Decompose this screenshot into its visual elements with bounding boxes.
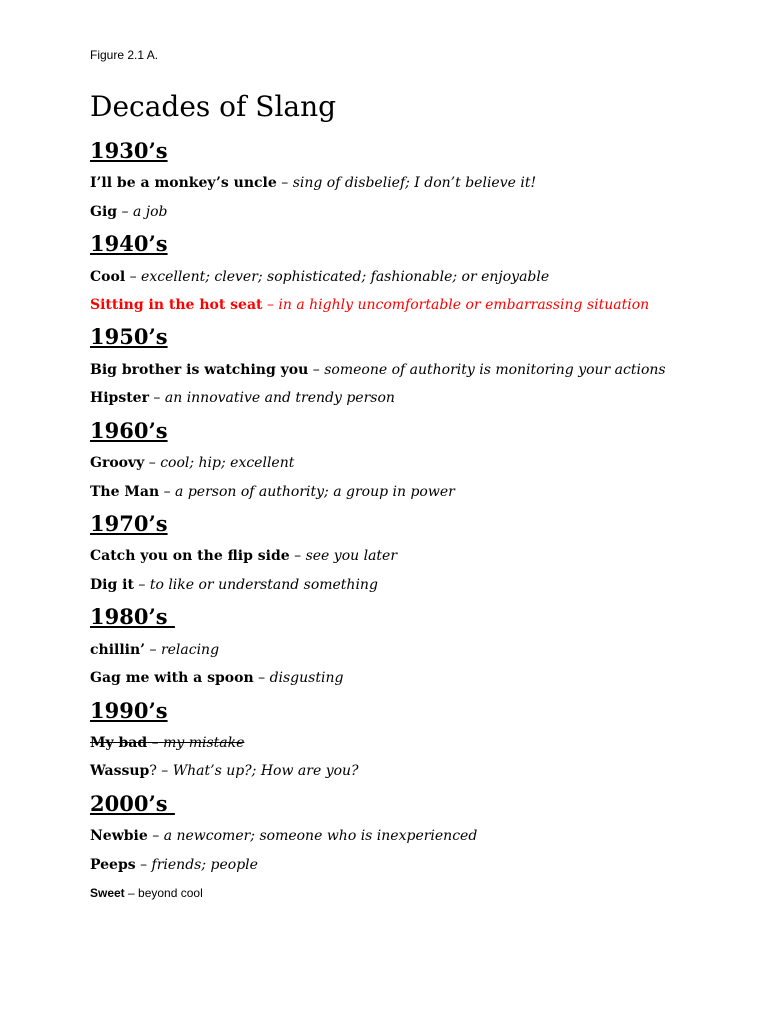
dash: – bbox=[276, 175, 293, 191]
dash: – bbox=[308, 362, 325, 378]
slang-entry bbox=[90, 455, 294, 471]
slang-term: My bad bbox=[90, 735, 148, 751]
slang-entry bbox=[90, 828, 477, 844]
slang-entry bbox=[90, 763, 359, 779]
slang-definition: excellent; clever; sophisticated; fashionable; or enjoyable bbox=[141, 269, 550, 285]
dash: – bbox=[133, 577, 150, 593]
slang-entry bbox=[90, 548, 397, 564]
slang-definition: in a highly uncomfortable or embarrassing situation bbox=[278, 297, 650, 313]
slang-definition: a newcomer; someone who is inexperienced bbox=[163, 828, 478, 844]
slang-definition: someone of authority is monitoring your actions bbox=[324, 362, 666, 378]
slang-entry bbox=[90, 362, 666, 378]
dash: – bbox=[148, 390, 165, 406]
slang-entry bbox=[90, 390, 395, 406]
slang-definition: friends; people bbox=[151, 857, 258, 873]
dash: – bbox=[253, 670, 270, 686]
slang-definition: see you later bbox=[305, 548, 398, 564]
slang-term: Catch you on the flip side bbox=[90, 548, 290, 564]
slang-definition: to like or understand something bbox=[149, 577, 378, 593]
slang-definition: What’s up?; How are you? bbox=[172, 763, 359, 779]
slang-definition: my mistake bbox=[163, 735, 245, 751]
dash: – bbox=[147, 828, 164, 844]
decade-heading-1980s: 1980’s bbox=[90, 604, 175, 629]
slang-term: Peeps bbox=[90, 857, 136, 873]
slang-definition: a job bbox=[132, 204, 168, 220]
slang-term: Gig bbox=[90, 204, 118, 220]
decade-heading-1970s: 1970’s bbox=[90, 511, 168, 536]
slang-term: I’ll be a monkey’s uncle bbox=[90, 175, 277, 191]
dash: – bbox=[117, 204, 133, 220]
dash: – bbox=[135, 857, 152, 873]
dash: – bbox=[125, 269, 142, 285]
dash: – bbox=[124, 886, 139, 900]
decade-heading-1960s: 1960’s bbox=[90, 418, 168, 443]
slang-term: Newbie bbox=[90, 828, 148, 844]
slang-term: Sweet bbox=[90, 886, 125, 900]
decade-heading-1990s: 1990’s bbox=[90, 698, 168, 723]
decade-heading-1940s: 1940’s bbox=[90, 231, 168, 256]
slang-entry-struck bbox=[90, 735, 244, 751]
slang-entry bbox=[90, 670, 343, 686]
decade-heading-1950s: 1950’s bbox=[90, 324, 168, 349]
slang-definition: beyond cool bbox=[138, 886, 203, 900]
slang-definition: a person of authority; a group in power bbox=[175, 484, 455, 500]
slang-entry bbox=[90, 269, 549, 285]
slang-definition: cool; hip; excellent bbox=[160, 455, 295, 471]
slang-entry bbox=[90, 577, 378, 593]
dash: – bbox=[159, 484, 176, 500]
term-suffix: ? bbox=[149, 763, 157, 779]
slang-term: Dig it bbox=[90, 577, 134, 593]
slang-definition: an innovative and trendy person bbox=[164, 390, 395, 406]
slang-term: Hipster bbox=[90, 390, 149, 406]
decade-heading-1930s: 1930’s bbox=[90, 138, 168, 163]
slang-term: Gag me with a spoon bbox=[90, 670, 254, 686]
decade-heading-2000s: 2000’s bbox=[90, 791, 175, 816]
dash: – bbox=[262, 297, 279, 313]
slang-term: Cool bbox=[90, 269, 126, 285]
slang-entry bbox=[90, 642, 219, 658]
dash: – bbox=[144, 455, 161, 471]
figure-caption: Figure 2.1 A. bbox=[90, 48, 159, 62]
slang-entry bbox=[90, 204, 168, 220]
slang-entry bbox=[90, 484, 455, 500]
dash: – bbox=[145, 642, 161, 658]
slang-entry bbox=[90, 886, 203, 900]
slang-term: Groovy bbox=[90, 455, 145, 471]
slang-definition: sing of disbelief; I don’t believe it! bbox=[292, 175, 537, 191]
slang-term: Wassup bbox=[90, 763, 150, 779]
slang-term: Big brother is watching you bbox=[90, 362, 309, 378]
slang-definition: disgusting bbox=[269, 670, 344, 686]
dash: – bbox=[289, 548, 306, 564]
slang-definition: relacing bbox=[160, 642, 220, 658]
slang-entry-highlighted bbox=[90, 297, 649, 313]
slang-term: chillin’ bbox=[90, 642, 146, 658]
slang-entry bbox=[90, 175, 536, 191]
slang-term: Sitting in the hot seat bbox=[90, 297, 263, 313]
slang-entry bbox=[90, 857, 258, 873]
slang-term: The Man bbox=[90, 484, 160, 500]
document-title: Decades of Slang bbox=[90, 90, 337, 123]
dash: – bbox=[156, 763, 173, 779]
dash: – bbox=[147, 735, 164, 751]
